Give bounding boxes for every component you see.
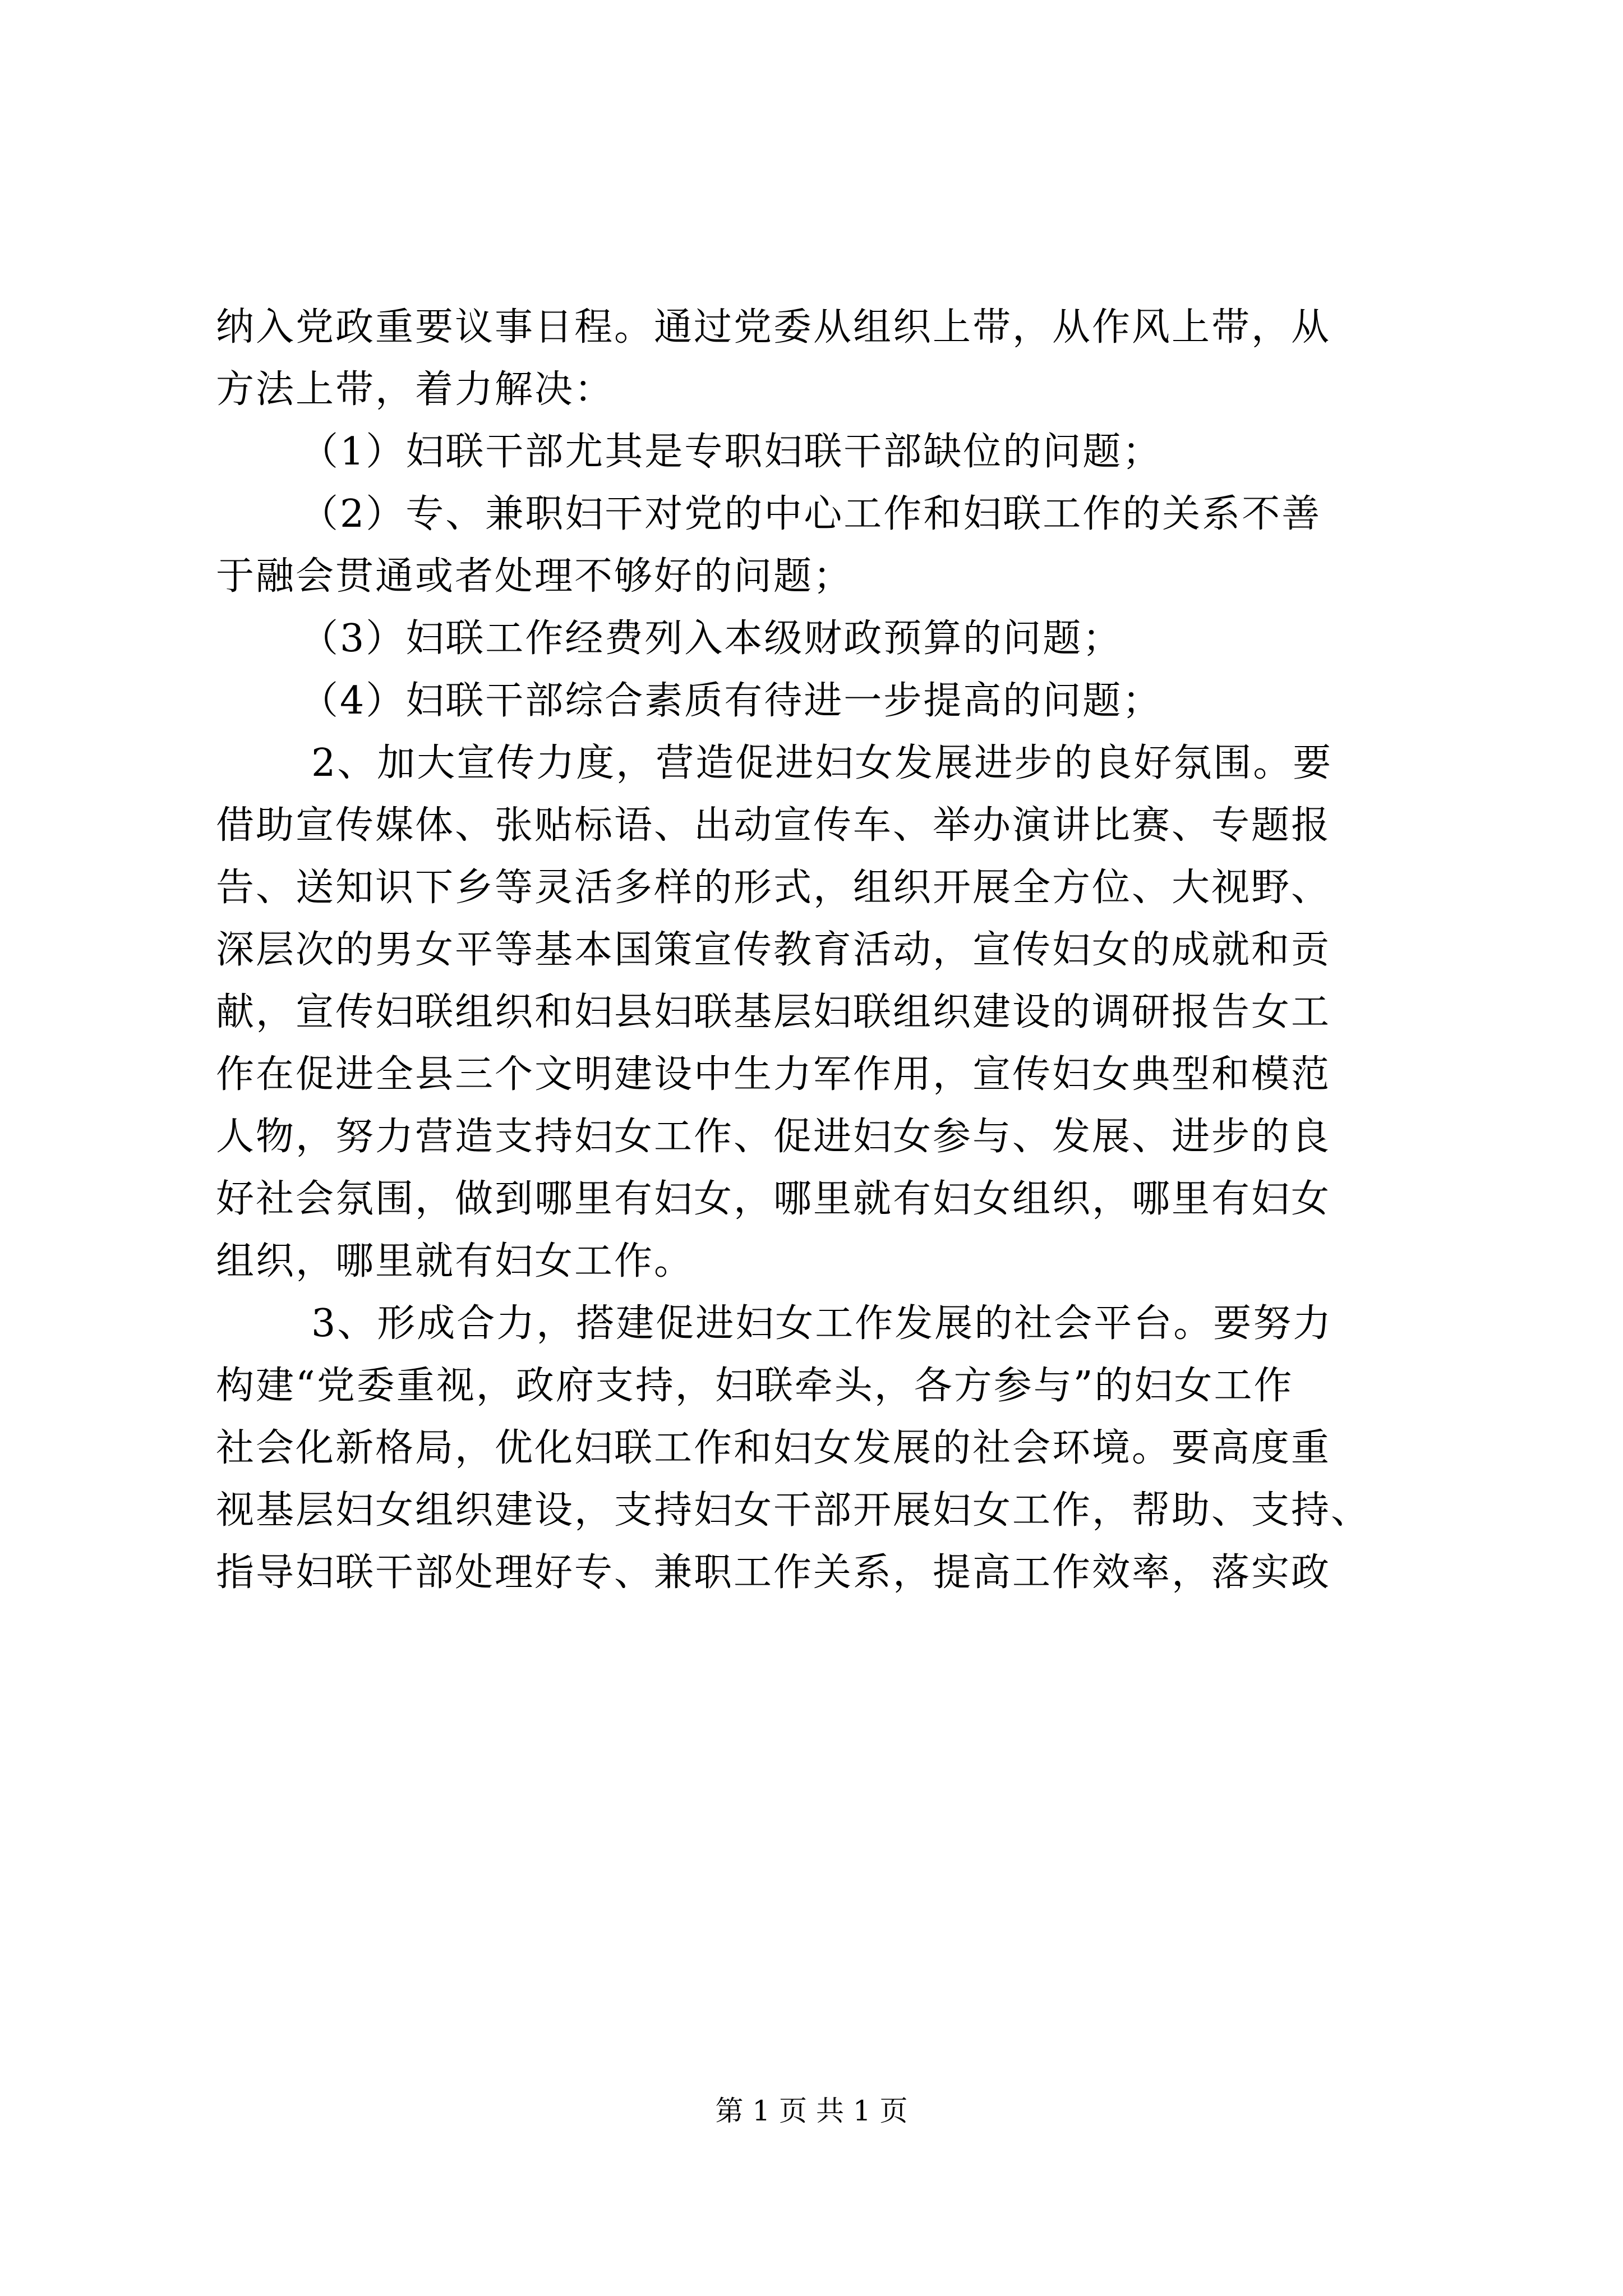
list-item: （1）妇联干部尤其是专职妇联干部缺位的问题； [300,430,1163,474]
list-item: （2）专、兼职妇干对党的中心工作和妇联工作的关系不善 [300,492,1322,536]
paragraph-start: 2、加大宣传力度，营造促进妇女发展进步的良好氛围。要 [311,741,1333,785]
document-body [216,296,1416,1604]
page-footer: 第 1 页 共 1 页 [715,2095,908,2127]
text-line: 于融会贯通或者处理不够好的问题； [216,554,854,599]
list-item: （3）妇联工作经费列入本级财政预算的问题； [300,616,1123,661]
list-item: （4）妇联干部综合素质有待进一步提高的问题； [300,679,1163,723]
text-line: 方法上带，着力解决： [216,367,615,412]
text-line: 借助宣传媒体、张贴标语、出动宣传车、举办演讲比赛、专题报 [216,803,1331,848]
text-line: 指导妇联干部处理好专、兼职工作关系，提高工作效率，落实政 [216,1550,1331,1595]
text-line: 献，宣传妇联组织和妇县妇联基层妇联组织建设的调研报告女工 [216,990,1331,1034]
text-line: 构建“党委重视，政府支持，妇联牵头，各方参与”的妇女工作 [216,1364,1294,1408]
text-line: 人物，努力营造支持妇女工作、促进妇女参与、发展、进步的良 [216,1115,1331,1159]
text-line: 好社会氛围，做到哪里有妇女，哪里就有妇女组织，哪里有妇女 [216,1177,1331,1221]
text-line: 深层次的男女平等基本国策宣传教育活动，宣传妇女的成就和贡 [216,928,1331,972]
text-line: 作在促进全县三个文明建设中生力军作用，宣传妇女典型和模范 [216,1052,1331,1097]
paragraph-start: 3、形成合力，搭建促进妇女工作发展的社会平台。要努力 [311,1301,1333,1346]
text-line: 纳入党政重要议事日程。通过党委从组织上带，从作风上带，从 [216,305,1331,349]
text-line: 视基层妇女组织建设，支持妇女干部开展妇女工作，帮助、支持、 [216,1488,1371,1533]
text-line: 社会化新格局，优化妇联工作和妇女发展的社会环境。要高度重 [216,1426,1331,1470]
text-line: 组织，哪里就有妇女工作。 [216,1239,694,1283]
text-line: 告、送知识下乡等灵活多样的形式，组织开展全方位、大视野、 [216,866,1331,910]
